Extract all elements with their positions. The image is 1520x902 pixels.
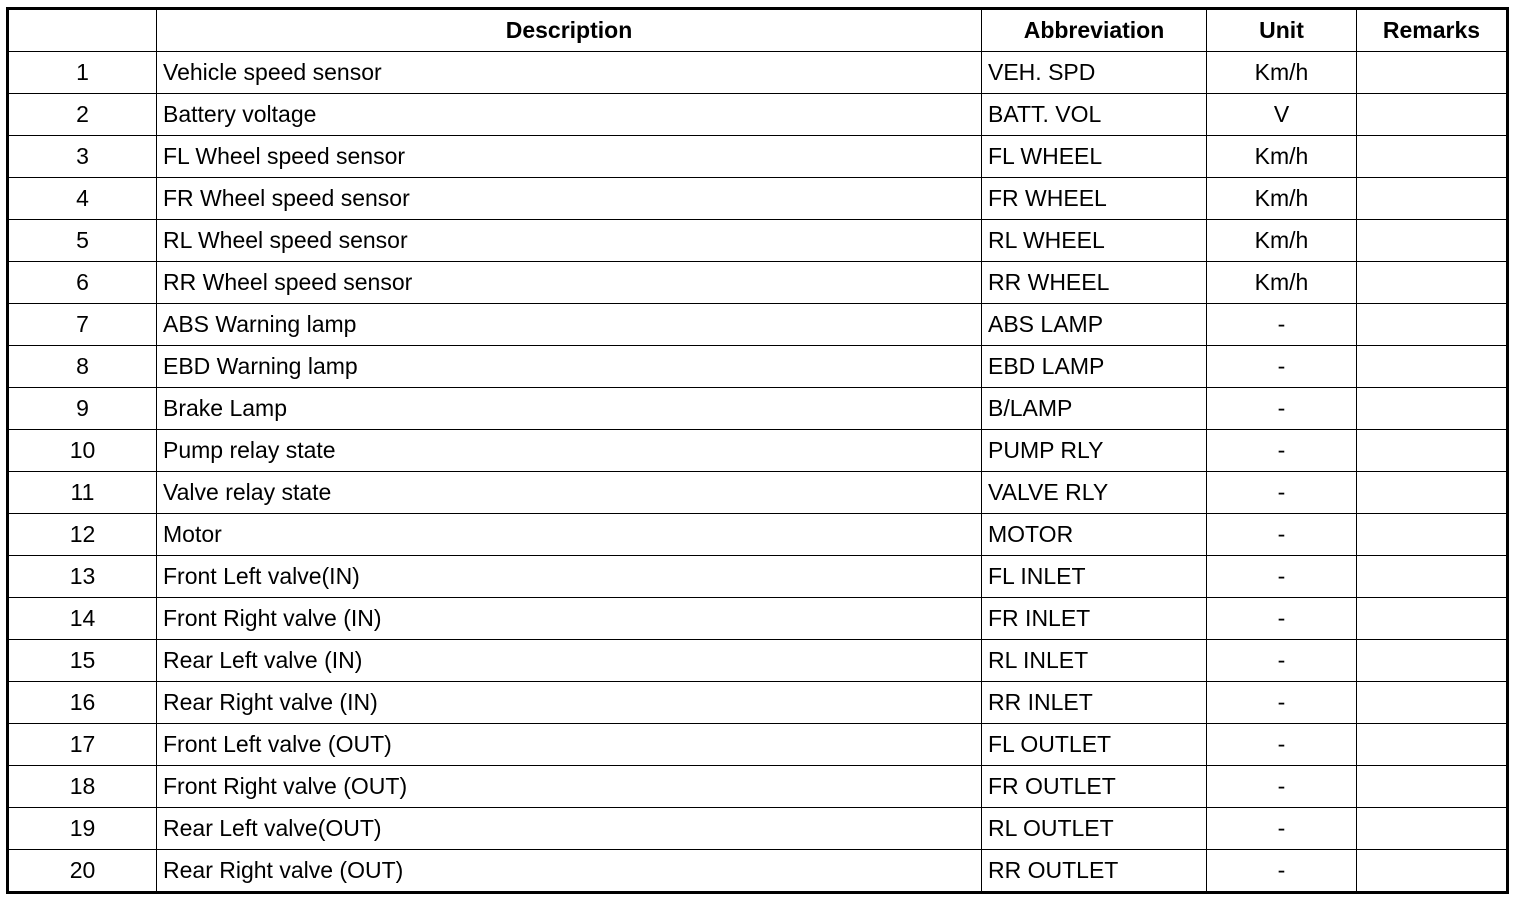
table-row [8, 304, 1508, 346]
cell-abbreviation: BATT. VOL [982, 94, 1207, 136]
cell-number: 9 [8, 388, 157, 430]
table-row [8, 220, 1508, 262]
cell-remarks [1357, 766, 1508, 808]
cell-abbreviation: RR WHEEL [982, 262, 1207, 304]
cell-description: Front Right valve (IN) [157, 598, 982, 640]
cell-abbreviation: FR INLET [982, 598, 1207, 640]
cell-abbreviation: FL INLET [982, 556, 1207, 598]
header-description: Description [157, 9, 982, 52]
cell-remarks [1357, 304, 1508, 346]
header-unit: Unit [1207, 9, 1357, 52]
cell-description: Battery voltage [157, 94, 982, 136]
table-row [8, 724, 1508, 766]
data-table [6, 7, 1509, 894]
table-row [8, 766, 1508, 808]
table-row [8, 598, 1508, 640]
cell-unit: - [1207, 850, 1357, 893]
cell-description: Pump relay state [157, 430, 982, 472]
table-header [8, 9, 1508, 52]
cell-abbreviation: VEH. SPD [982, 52, 1207, 94]
cell-number: 14 [8, 598, 157, 640]
cell-unit: - [1207, 598, 1357, 640]
cell-remarks [1357, 136, 1508, 178]
cell-abbreviation: FR WHEEL [982, 178, 1207, 220]
header-remarks: Remarks [1357, 9, 1508, 52]
table-row [8, 136, 1508, 178]
cell-unit: - [1207, 766, 1357, 808]
cell-number: 8 [8, 346, 157, 388]
cell-remarks [1357, 598, 1508, 640]
cell-number: 12 [8, 514, 157, 556]
cell-unit: Km/h [1207, 220, 1357, 262]
cell-abbreviation: RR INLET [982, 682, 1207, 724]
cell-number: 4 [8, 178, 157, 220]
table-row [8, 430, 1508, 472]
cell-remarks [1357, 640, 1508, 682]
cell-remarks [1357, 682, 1508, 724]
cell-description: Motor [157, 514, 982, 556]
cell-remarks [1357, 472, 1508, 514]
cell-number: 16 [8, 682, 157, 724]
cell-remarks [1357, 850, 1508, 893]
cell-description: RL Wheel speed sensor [157, 220, 982, 262]
cell-description: Front Right valve (OUT) [157, 766, 982, 808]
table-row [8, 94, 1508, 136]
cell-remarks [1357, 220, 1508, 262]
cell-description: FR Wheel speed sensor [157, 178, 982, 220]
cell-number: 5 [8, 220, 157, 262]
table-row [8, 850, 1508, 893]
cell-description: Valve relay state [157, 472, 982, 514]
cell-number: 6 [8, 262, 157, 304]
cell-abbreviation: RR OUTLET [982, 850, 1207, 893]
table-row [8, 640, 1508, 682]
table-row [8, 808, 1508, 850]
cell-unit: Km/h [1207, 136, 1357, 178]
cell-description: Front Left valve(IN) [157, 556, 982, 598]
cell-remarks [1357, 556, 1508, 598]
cell-remarks [1357, 262, 1508, 304]
table-row [8, 52, 1508, 94]
cell-unit: - [1207, 304, 1357, 346]
cell-number: 18 [8, 766, 157, 808]
table-row [8, 346, 1508, 388]
cell-abbreviation: ABS LAMP [982, 304, 1207, 346]
cell-number: 11 [8, 472, 157, 514]
cell-unit: - [1207, 640, 1357, 682]
cell-remarks [1357, 430, 1508, 472]
cell-description: Rear Left valve(OUT) [157, 808, 982, 850]
cell-abbreviation: B/LAMP [982, 388, 1207, 430]
cell-description: ABS Warning lamp [157, 304, 982, 346]
cell-description: Vehicle speed sensor [157, 52, 982, 94]
table-row [8, 556, 1508, 598]
cell-abbreviation: VALVE RLY [982, 472, 1207, 514]
cell-number: 10 [8, 430, 157, 472]
cell-description: EBD Warning lamp [157, 346, 982, 388]
cell-number: 3 [8, 136, 157, 178]
table-row [8, 472, 1508, 514]
cell-remarks [1357, 514, 1508, 556]
cell-remarks [1357, 52, 1508, 94]
cell-unit: Km/h [1207, 262, 1357, 304]
cell-abbreviation: RL WHEEL [982, 220, 1207, 262]
cell-remarks [1357, 346, 1508, 388]
cell-number: 2 [8, 94, 157, 136]
cell-unit: - [1207, 556, 1357, 598]
header-abbreviation: Abbreviation [982, 9, 1207, 52]
cell-unit: - [1207, 808, 1357, 850]
cell-remarks [1357, 178, 1508, 220]
table-row [8, 388, 1508, 430]
header-row [8, 9, 1508, 52]
cell-unit: - [1207, 346, 1357, 388]
cell-number: 7 [8, 304, 157, 346]
cell-description: Rear Right valve (IN) [157, 682, 982, 724]
cell-description: Brake Lamp [157, 388, 982, 430]
cell-unit: Km/h [1207, 178, 1357, 220]
cell-number: 13 [8, 556, 157, 598]
header-number [8, 9, 157, 52]
cell-abbreviation: RL INLET [982, 640, 1207, 682]
table-row [8, 262, 1508, 304]
cell-unit: V [1207, 94, 1357, 136]
cell-abbreviation: PUMP RLY [982, 430, 1207, 472]
cell-description: Front Left valve (OUT) [157, 724, 982, 766]
cell-abbreviation: FR OUTLET [982, 766, 1207, 808]
cell-number: 20 [8, 850, 157, 893]
table-row [8, 178, 1508, 220]
cell-unit: - [1207, 430, 1357, 472]
cell-number: 17 [8, 724, 157, 766]
cell-unit: - [1207, 472, 1357, 514]
cell-unit: - [1207, 388, 1357, 430]
table-body [8, 52, 1508, 893]
cell-number: 1 [8, 52, 157, 94]
cell-abbreviation: FL WHEEL [982, 136, 1207, 178]
cell-description: Rear Right valve (OUT) [157, 850, 982, 893]
cell-unit: - [1207, 724, 1357, 766]
cell-unit: Km/h [1207, 52, 1357, 94]
cell-abbreviation: FL OUTLET [982, 724, 1207, 766]
table-row [8, 682, 1508, 724]
cell-description: Rear Left valve (IN) [157, 640, 982, 682]
cell-description: RR Wheel speed sensor [157, 262, 982, 304]
table-row [8, 514, 1508, 556]
cell-abbreviation: EBD LAMP [982, 346, 1207, 388]
cell-number: 15 [8, 640, 157, 682]
cell-unit: - [1207, 682, 1357, 724]
cell-description: FL Wheel speed sensor [157, 136, 982, 178]
cell-remarks [1357, 808, 1508, 850]
cell-remarks [1357, 94, 1508, 136]
cell-number: 19 [8, 808, 157, 850]
cell-abbreviation: MOTOR [982, 514, 1207, 556]
cell-unit: - [1207, 514, 1357, 556]
cell-abbreviation: RL OUTLET [982, 808, 1207, 850]
cell-remarks [1357, 388, 1508, 430]
cell-remarks [1357, 724, 1508, 766]
